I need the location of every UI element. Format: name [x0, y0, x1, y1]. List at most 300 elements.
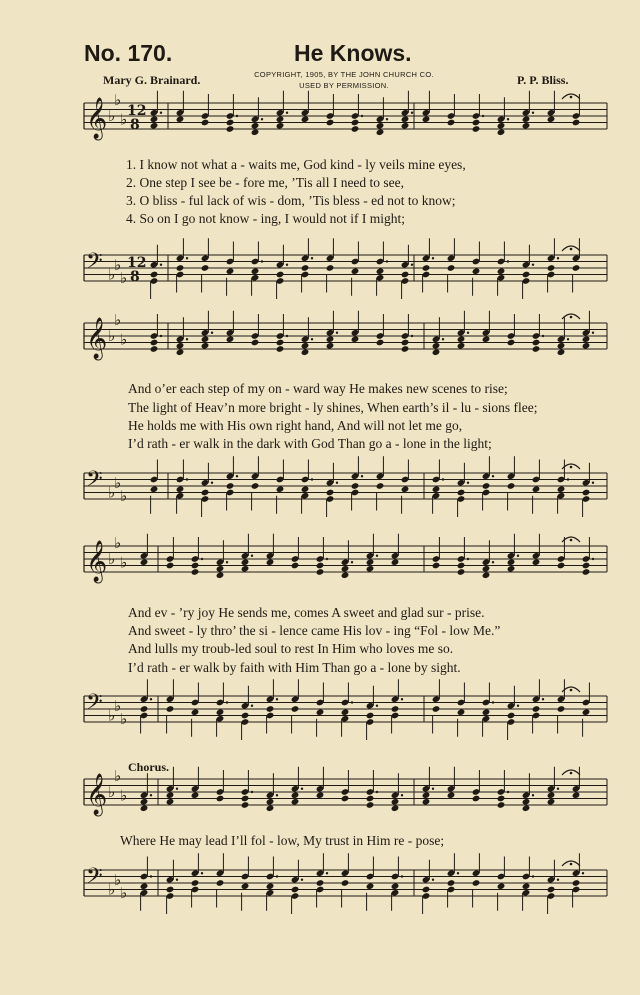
note-head: [376, 267, 385, 275]
verse-4-line-1: 4. So on I go not know - ing, I would not if I might;: [126, 211, 405, 226]
note-head: [301, 115, 310, 123]
note-head: [522, 115, 531, 123]
note-head: [366, 565, 375, 573]
bass-clef-icon: 𝄢: [86, 467, 103, 497]
note-head: [266, 798, 275, 806]
note-head: [316, 562, 325, 570]
dot-mark: [376, 705, 378, 707]
fermata-dot: [570, 772, 573, 775]
note-head: [547, 798, 556, 806]
verse-4-line-2: I’d rath - er walk in the dark with God Than go a - lone in the light;: [128, 436, 492, 451]
dot-mark: [251, 791, 253, 793]
verse-1-line-2: And o’er each step of my on - ward way He makes new scenes to rise;: [128, 381, 508, 396]
note-head: [251, 482, 260, 490]
note-head: [316, 791, 325, 799]
dot-mark: [236, 475, 238, 477]
note-head: [150, 345, 159, 353]
note-head: [582, 342, 591, 350]
flat-icon: ♭: [120, 110, 128, 129]
flat-icon: ♭: [108, 880, 116, 899]
note-head: [482, 571, 491, 579]
dot-mark: [467, 332, 469, 334]
note-head: [241, 795, 250, 803]
note-head: [241, 712, 250, 720]
note-head: [391, 798, 400, 806]
bass-clef-icon: 𝄢: [86, 249, 103, 279]
note-head: [191, 562, 200, 570]
dot-mark: [567, 478, 569, 480]
dot-mark: [336, 482, 338, 484]
note-head: [351, 335, 360, 343]
dot-mark: [326, 872, 328, 874]
note-head: [326, 264, 335, 272]
dot-mark: [226, 701, 228, 703]
note-head: [532, 345, 541, 353]
note-head: [582, 562, 591, 570]
dot-mark: [276, 875, 278, 877]
note-head: [401, 271, 410, 279]
dot-mark: [186, 338, 188, 340]
note-head: [401, 485, 410, 493]
dot-mark: [442, 338, 444, 340]
note-head: [391, 705, 400, 713]
note-head: [497, 795, 506, 803]
note-head: [351, 119, 360, 127]
note-head: [166, 562, 175, 570]
note-head: [266, 804, 275, 812]
dot-mark: [482, 115, 484, 117]
flat-icon: ♭: [120, 553, 128, 572]
dot-mark: [401, 794, 403, 796]
lyricist-credit: Mary G. Brainard.: [103, 73, 201, 87]
note-head: [140, 705, 149, 713]
note-head: [432, 348, 441, 356]
treble-clef-icon: 𝄞: [86, 98, 108, 139]
note-head: [401, 345, 410, 353]
note-head: [266, 705, 275, 713]
note-head: [166, 791, 175, 799]
note-head: [522, 798, 531, 806]
dot-mark: [211, 482, 213, 484]
note-head: [201, 342, 210, 350]
note-head: [140, 882, 149, 890]
note-head: [140, 798, 149, 806]
flat-icon: ♭: [120, 883, 128, 902]
flat-icon: ♭: [114, 696, 122, 715]
note-head: [472, 267, 481, 275]
dot-mark: [542, 698, 544, 700]
dot-mark: [567, 338, 569, 340]
verse-4-line-3: I’d rath - er walk by faith with Him Than go a - lone by sight.: [128, 660, 461, 675]
dot-mark: [411, 112, 413, 114]
note-head: [582, 489, 591, 497]
note-head: [557, 485, 566, 493]
chorus-label: Chorus.: [128, 760, 170, 774]
dot-mark: [467, 482, 469, 484]
dot-mark: [351, 561, 353, 563]
note-head: [522, 804, 531, 812]
dot-mark: [276, 698, 278, 700]
treble-clef-icon: 𝄞: [86, 774, 108, 815]
note-head: [432, 562, 441, 570]
note-head: [201, 489, 210, 497]
dot-mark: [311, 338, 313, 340]
note-head: [422, 264, 431, 272]
dot-mark: [286, 112, 288, 114]
note-head: [276, 122, 285, 130]
time-signature-top: 12: [127, 255, 147, 271]
note-head: [572, 791, 581, 799]
note-head: [497, 882, 506, 890]
note-head: [432, 705, 441, 713]
note-head: [482, 708, 491, 716]
dot-mark: [492, 701, 494, 703]
dot-mark: [226, 561, 228, 563]
note-head: [472, 879, 481, 887]
note-head: [457, 708, 466, 716]
note-head: [497, 122, 506, 130]
note-head: [266, 882, 275, 890]
dot-mark: [532, 112, 534, 114]
treble-clef-icon: 𝄞: [86, 541, 108, 582]
dot-mark: [532, 875, 534, 877]
note-head: [376, 339, 385, 347]
note-head: [351, 482, 360, 490]
fermata-dot: [570, 466, 573, 469]
time-signature-bottom: 8: [130, 269, 140, 285]
note-head: [216, 879, 225, 887]
dot-mark: [557, 257, 559, 259]
note-head: [376, 128, 385, 136]
note-head: [557, 348, 566, 356]
bass-clef-icon: 𝄢: [86, 690, 103, 720]
verse-2-line-2: The light of Heav’n more bright - ly shines, When earth’s il - lu - sions flee;: [128, 400, 538, 415]
note-head: [532, 485, 541, 493]
flat-icon: ♭: [114, 310, 122, 329]
dot-mark: [251, 705, 253, 707]
note-head: [301, 342, 310, 350]
flat-icon: ♭: [114, 870, 122, 889]
note-head: [447, 879, 456, 887]
flat-icon: ♭: [108, 107, 116, 125]
dot-mark: [376, 555, 378, 557]
hymn-number: No. 170.: [84, 40, 173, 66]
fermata-dot: [570, 248, 573, 251]
flat-icon: ♭: [114, 255, 122, 274]
note-head: [291, 705, 300, 713]
dot-mark: [517, 705, 519, 707]
note-head: [572, 119, 581, 127]
dot-mark: [411, 264, 413, 266]
note-head: [276, 339, 285, 347]
note-head: [582, 335, 591, 343]
dot-mark: [160, 264, 162, 266]
note-head: [447, 119, 456, 127]
note-head: [150, 115, 159, 123]
dot-mark: [592, 332, 594, 334]
dot-mark: [492, 475, 494, 477]
note-head: [166, 798, 175, 806]
fermata-dot: [570, 539, 573, 542]
copyright-line: COPYRIGHT, 1905, BY THE JOHN CHURCH CO.: [254, 70, 434, 79]
note-head: [522, 882, 531, 890]
note-head: [507, 339, 516, 347]
note-head: [216, 565, 225, 573]
dot-mark: [261, 118, 263, 120]
note-head: [140, 558, 149, 566]
dot-mark: [211, 332, 213, 334]
dot-mark: [592, 482, 594, 484]
note-head: [316, 879, 325, 887]
note-head: [582, 708, 591, 716]
note-head: [276, 345, 285, 353]
note-head: [422, 791, 431, 799]
note-head: [301, 348, 310, 356]
flat-icon: ♭: [120, 330, 128, 349]
time-signature-top: 12: [127, 103, 147, 119]
dot-mark: [457, 872, 459, 874]
note-head: [557, 562, 566, 570]
note-head: [150, 485, 159, 493]
note-head: [582, 568, 591, 576]
note-head: [457, 335, 466, 343]
dot-mark: [542, 335, 544, 337]
note-head: [547, 264, 556, 272]
note-head: [366, 558, 375, 566]
note-head: [201, 264, 210, 272]
note-head: [432, 485, 441, 493]
note-head: [316, 708, 325, 716]
dot-mark: [432, 788, 434, 790]
note-head: [276, 485, 285, 493]
dot-mark: [261, 260, 263, 262]
note-head: [401, 122, 410, 130]
flat-icon: ♭: [114, 533, 122, 552]
dot-mark: [442, 478, 444, 480]
verse-3-line-2: He holds me with His own right hand, And will not let me go,: [128, 418, 463, 433]
dot-mark: [336, 332, 338, 334]
flat-icon: ♭: [114, 473, 122, 492]
dot-mark: [251, 555, 253, 557]
note-head: [341, 571, 350, 579]
note-head: [150, 339, 159, 347]
dot-mark: [160, 112, 162, 114]
note-head: [557, 705, 566, 713]
note-head: [316, 568, 325, 576]
note-head: [366, 712, 375, 720]
bass-clef-icon: 𝄢: [86, 864, 103, 894]
dot-mark: [311, 257, 313, 259]
note-head: [341, 879, 350, 887]
note-head: [497, 267, 506, 275]
note-head: [507, 558, 516, 566]
note-head: [216, 795, 225, 803]
note-head: [447, 791, 456, 799]
note-head: [422, 886, 431, 894]
dot-mark: [186, 257, 188, 259]
note-head: [150, 122, 159, 130]
note-head: [251, 122, 260, 130]
dot-mark: [557, 788, 559, 790]
note-head: [572, 264, 581, 272]
note-head: [457, 342, 466, 350]
note-head: [241, 558, 250, 566]
note-head: [547, 886, 556, 894]
treble-clef-icon: 𝄞: [86, 318, 108, 359]
dot-mark: [301, 788, 303, 790]
note-head: [351, 267, 360, 275]
dot-mark: [286, 335, 288, 337]
note-head: [447, 264, 456, 272]
note-head: [522, 122, 531, 130]
flat-icon: ♭: [114, 90, 122, 109]
note-head: [291, 798, 300, 806]
flat-icon: ♭: [108, 783, 116, 801]
note-head: [391, 558, 400, 566]
note-head: [376, 482, 385, 490]
note-head: [191, 879, 200, 887]
dot-mark: [201, 558, 203, 560]
note-head: [216, 571, 225, 579]
flat-icon: ♭: [108, 483, 116, 502]
note-head: [301, 264, 310, 272]
dot-mark: [361, 115, 363, 117]
dot-mark: [532, 794, 534, 796]
note-head: [191, 791, 200, 799]
dot-mark: [401, 875, 403, 877]
note-head: [191, 708, 200, 716]
flat-icon: ♭: [120, 268, 128, 287]
note-head: [176, 348, 185, 356]
flat-icon: ♭: [108, 706, 116, 725]
note-head: [326, 342, 335, 350]
note-head: [326, 119, 335, 127]
composer-credit: P. P. Bliss.: [517, 73, 569, 87]
note-head: [472, 795, 481, 803]
note-head: [140, 804, 149, 812]
note-head: [226, 119, 235, 127]
hymn-title: He Knows.: [294, 40, 412, 66]
note-head: [166, 705, 175, 713]
note-head: [457, 489, 466, 497]
fermata-dot: [570, 316, 573, 319]
dot-mark: [176, 879, 178, 881]
permission-line: USED BY PERMISSION.: [299, 81, 389, 90]
dot-mark: [532, 264, 534, 266]
note-head: [291, 886, 300, 894]
note-head: [532, 339, 541, 347]
note-head: [251, 267, 260, 275]
flat-icon: ♭: [108, 265, 116, 284]
note-head: [251, 128, 260, 136]
dot-mark: [201, 872, 203, 874]
note-head: [201, 119, 210, 127]
note-head: [191, 568, 200, 576]
dot-mark: [557, 879, 559, 881]
flat-icon: ♭: [108, 327, 116, 345]
dot-mark: [160, 335, 162, 337]
note-head: [241, 565, 250, 573]
note-head: [507, 712, 516, 720]
dot-mark: [507, 260, 509, 262]
dot-mark: [286, 264, 288, 266]
note-head: [422, 115, 431, 123]
note-head: [226, 267, 235, 275]
note-head: [241, 882, 250, 890]
flat-icon: ♭: [108, 550, 116, 568]
dot-mark: [176, 788, 178, 790]
dot-mark: [411, 335, 413, 337]
note-head: [351, 125, 360, 133]
note-head: [226, 125, 235, 133]
note-head: [366, 801, 375, 809]
time-signature-bottom: 8: [130, 117, 140, 133]
note-head: [176, 485, 185, 493]
flat-icon: ♭: [120, 786, 128, 805]
verse-1-line-3: And ev - ’ry joy He sends me, comes A sweet and glad sur - prise.: [128, 605, 485, 620]
note-head: [376, 122, 385, 130]
note-head: [176, 115, 185, 123]
note-head: [291, 791, 300, 799]
dot-mark: [376, 791, 378, 793]
dot-mark: [582, 872, 584, 874]
flat-icon: ♭: [120, 709, 128, 728]
note-head: [366, 882, 375, 890]
note-head: [432, 342, 441, 350]
note-head: [457, 562, 466, 570]
dot-mark: [150, 698, 152, 700]
note-head: [532, 558, 541, 566]
note-head: [457, 568, 466, 576]
note-head: [391, 882, 400, 890]
note-head: [241, 801, 250, 809]
dot-mark: [301, 879, 303, 881]
dot-mark: [186, 478, 188, 480]
chorus-lyric: Where He may lead I’ll fol - low, My trust in Him re - pose;: [120, 833, 445, 848]
note-head: [326, 335, 335, 343]
verse-1-line-1: 1. I know not what a - waits me, God kind - ly veils mine eyes,: [126, 157, 466, 172]
dot-mark: [326, 558, 328, 560]
dot-mark: [467, 558, 469, 560]
dot-mark: [361, 475, 363, 477]
note-head: [226, 482, 235, 490]
verse-2-line-1: 2. One step I see be - fore me, ’Tis all I need to see,: [126, 175, 405, 190]
note-head: [507, 565, 516, 573]
dot-mark: [311, 478, 313, 480]
dot-mark: [507, 791, 509, 793]
note-head: [276, 115, 285, 123]
dot-mark: [492, 561, 494, 563]
note-head: [547, 791, 556, 799]
flat-icon: ♭: [114, 766, 122, 785]
dot-mark: [432, 879, 434, 881]
fermata-dot: [570, 863, 573, 866]
note-head: [422, 798, 431, 806]
note-head: [226, 335, 235, 343]
note-head: [266, 558, 275, 566]
note-head: [472, 125, 481, 133]
note-head: [291, 562, 300, 570]
fermata-dot: [570, 96, 573, 99]
dot-mark: [276, 794, 278, 796]
note-head: [547, 115, 556, 123]
note-head: [497, 801, 506, 809]
note-head: [216, 708, 225, 716]
note-head: [532, 705, 541, 713]
note-head: [497, 128, 506, 136]
verse-3-line-3: And lulls my troub-led soul to rest In Him who loves me so.: [128, 641, 454, 656]
note-head: [341, 708, 350, 716]
